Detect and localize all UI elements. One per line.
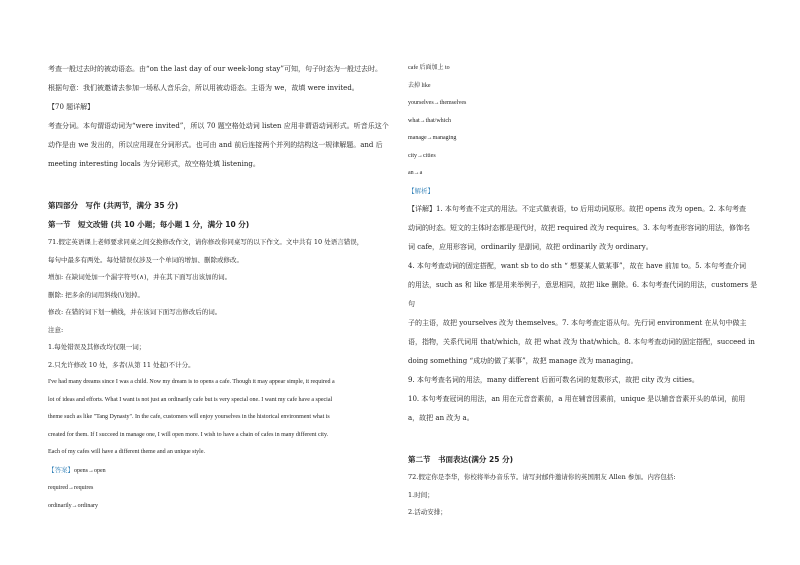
writing-point: 2.活动安排； [408, 508, 447, 516]
instruction-line: 71.假定英语课上老师要求同桌之间交换修改作文，请你修改你同桌写的以下作文。文中共有 10 处语言错误， [48, 238, 364, 246]
left-column [48, 60, 392, 515]
text-line: 考查一般过去时的被动语态。由“on the last day of our week-long stay”可知，句子时态为一般过去时。 [48, 65, 382, 73]
text-line: meeting interesting locals 为分词形式，故空格处填 listening。 [48, 160, 260, 168]
answer-7: what→that/which [408, 117, 451, 124]
answer-9: city→cities [408, 152, 436, 159]
answer-line [48, 462, 392, 481]
answer-3: ordinarily→ordinary [48, 502, 98, 509]
instruction-line: 修改: 在错的词下划一横线，并在该词下面写出修改后的词。 [48, 308, 222, 316]
answer-4: cafe 后面加上 to [408, 65, 450, 71]
right-column [408, 60, 760, 522]
explain-70-label: 【70 题详解】 [48, 103, 95, 111]
answer-8: manage→managing [408, 135, 457, 141]
explanation-line: 动词的时态。短文的主体时态都是现代时，故把 required 改为 requires。3. 本句考查形容词的用法，修饰名 [408, 224, 751, 232]
essay-line: lot of ideas and efforts. What I want is not just an ordinarily cafe but is very special one. I want my cafe have a special [48, 396, 333, 403]
notes-label: 注意: [48, 325, 64, 334]
explanation-line: 10. 本句考查冠词的用法，an 用在元音音素前，a 用在辅音因素前，unique 是以辅音音素开头的单词，前用 [408, 395, 746, 403]
essay-line: theme such as like "Tang Dynasty". In the cafe, customers will enjoy yourselves in the historical environment what is [48, 414, 330, 420]
section2-heading: 第二节 书面表达(满分 25 分) [408, 455, 514, 464]
writing-prompt: 72.假定你是李华，你校将举办音乐节。请写封邮件邀请你的英国朋友 Allen 参加。内容包括: [408, 473, 676, 481]
essay-line: created for them. If I succeed in manage one, I will open more. I wish to have a chain of cafes in many different city. [48, 431, 329, 438]
analysis-tag: 【解析】 [408, 186, 434, 195]
instruction-line: 增加: 在缺词处加一个漏字符号(∧)，并在其下面写出该加的词。 [48, 273, 232, 281]
explanation-line: 的用法，such as 和 like 都是用来举例子，意思相同，故把 like 删除。6. 本句考查代词的用法，customers 是句 [408, 281, 758, 308]
answer-1: opens→open [74, 467, 106, 474]
answer-5: 去掉 like [408, 82, 431, 89]
explanation-line: 【详解】1. 本句考查不定式的用法。不定式做表语，to 后用动词原形。故把 opens 改为 open。2. 本句考查 [408, 205, 747, 213]
explanation-line: 4. 本句考查动词的固定搭配，want sb to do sth “ 想要某人做某事”，故在 have 前加 to。5. 本句考查介词 [408, 262, 746, 270]
explanation-line: a，故把 an 改为 a。 [408, 414, 474, 422]
explanation-line: doing something “成功的做了某事”，故把 manage 改为 managing。 [408, 357, 638, 365]
part4-heading: 第四部分 写作 (共两节，满分 35 分) [48, 201, 179, 210]
explanation-line: 9. 本句考查名词的用法，many different 后面可数名词的复数形式，故把 city 改为 cities。 [408, 376, 699, 384]
note-line: 2.只允许修改 10 处，多者(从第 11 处起)不计分。 [48, 360, 195, 369]
essay-line: Each of my cafes will have a different theme and an unique style. [48, 449, 205, 455]
answer-10: an→a [408, 170, 423, 176]
text-line: 根据句意：我们被邀请去参加一场私人音乐会，所以用被动语态。主语为 we，故填 were invited。 [48, 84, 359, 92]
text-line: 考查分词。本句谓语动词为“were invited”，所以 70 题空格处动词 listen 应用非谓语动词形式。听音乐这个 [48, 122, 389, 130]
answer-6: yourselves→themselves [408, 100, 467, 106]
text-line: 动作是由 we 发出的，所以应用现在分词形式。也可由 and 前后连接两个并列的结构这一规律解题。and 后 [48, 141, 383, 149]
explanation-line: 词 cafe，应用形容词，ordinarily 是副词，故把 ordinarily 改为 ordinary。 [408, 243, 653, 251]
answer-2: required→requires [48, 485, 94, 491]
explanation-line: 语，指物，关系代词用 that/which，故 把 what 改为 that/which。8. 本句考查动词的固定搭配，succeed in [408, 338, 755, 346]
section1-heading: 第一节 短文改错 (共 10 小题；每小题 1 分，满分 10 分) [48, 220, 250, 229]
writing-point: 1.时间； [408, 490, 434, 499]
note-line: 1.每处错误及其修改均仅限一词； [48, 343, 146, 351]
explanation-line: 子的主语，故把 yourselves 改为 themselves。7. 本句考查定语从句。先行词 environment 在从句中做主 [408, 319, 747, 327]
instruction-line: 每句中最多有两处。每处错误仅涉及一个单词的增加、删除或修改。 [48, 255, 243, 264]
instruction-line: 删除: 把多余的词用斜线(\)划掉。 [48, 290, 145, 299]
essay-line: I've had many dreams since I was a child. Now my dream is to opens a cafe. Though it may appear simple, it required a [48, 379, 335, 385]
answer-tag: 【答案】 [48, 466, 74, 474]
